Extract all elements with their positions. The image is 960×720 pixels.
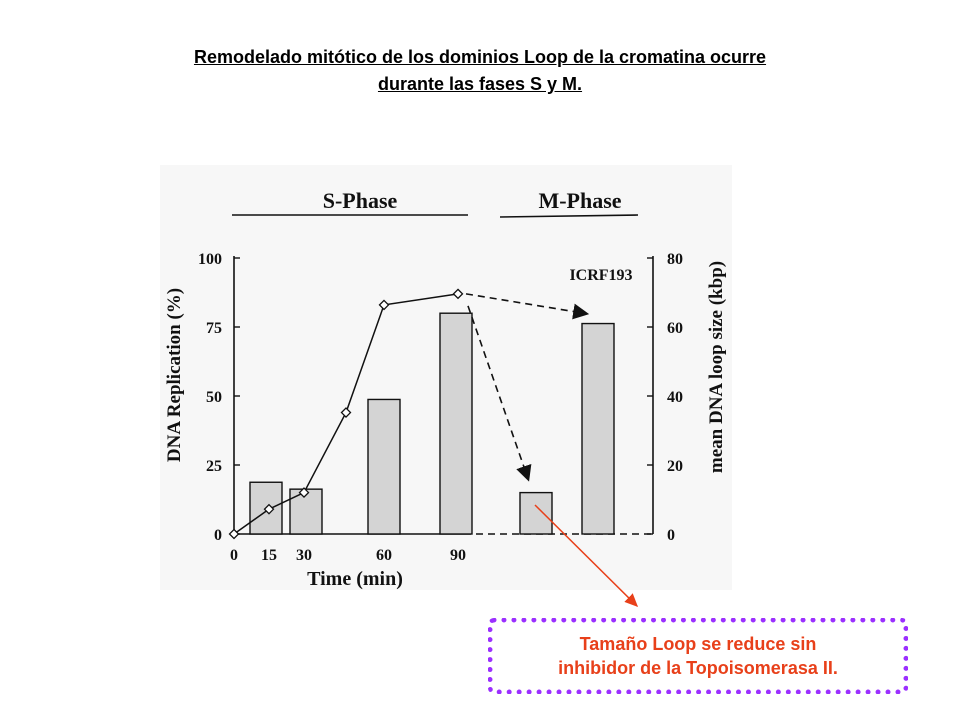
y-tick-label-left: 50 bbox=[206, 389, 222, 406]
replication-point bbox=[380, 300, 389, 309]
x-tick-label: 60 bbox=[376, 547, 392, 564]
y-tick-label-left: 0 bbox=[214, 527, 222, 544]
replication-point bbox=[342, 408, 351, 417]
bar-90 bbox=[440, 313, 472, 534]
x-tick-label: 90 bbox=[450, 547, 466, 564]
bar-60 bbox=[368, 399, 400, 534]
callout-box bbox=[488, 618, 908, 694]
y-tick-label-right: 0 bbox=[667, 527, 675, 544]
y-tick-label-left: 100 bbox=[198, 251, 222, 268]
y-tick-label-left: 25 bbox=[206, 458, 222, 475]
y-axis-label-right: mean DNA loop size (kbp) bbox=[706, 260, 727, 474]
callout-line-2: inhibidor de la Topoisomerasa II. bbox=[558, 658, 838, 678]
m-phase-rule bbox=[500, 215, 638, 217]
bar-m-icrf193 bbox=[582, 324, 614, 534]
arrow-to-icrf193-bar bbox=[466, 294, 586, 314]
y-axis-label-left: DNA Replication (%) bbox=[164, 287, 185, 463]
x-tick-label: 0 bbox=[230, 547, 238, 564]
bar-m bbox=[520, 493, 552, 534]
x-tick-label: 15 bbox=[261, 547, 277, 564]
y-tick-label-right: 80 bbox=[667, 251, 683, 268]
slide-title bbox=[80, 44, 880, 98]
replication-point bbox=[454, 289, 463, 298]
y-tick-label-right: 20 bbox=[667, 458, 683, 475]
icrf193-annotation: ICRF193 bbox=[569, 267, 633, 284]
x-axis-label: Time (min) bbox=[307, 568, 403, 590]
s-phase-label: S-Phase bbox=[322, 188, 398, 213]
x-tick-label: 30 bbox=[296, 547, 312, 564]
y-tick-label-right: 60 bbox=[667, 320, 683, 337]
y-tick-label-left: 75 bbox=[206, 320, 222, 337]
m-phase-label: M-Phase bbox=[538, 188, 622, 213]
slide-title-line-2: durante las fases S y M. bbox=[377, 74, 583, 94]
callout-line-1: Tamaño Loop se reduce sin bbox=[579, 634, 817, 654]
y-tick-label-right: 40 bbox=[667, 389, 683, 406]
arrow-to-m-bar bbox=[468, 306, 528, 479]
slide-title-line-1: Remodelado mitótico de los dominios Loop de la cromatina ocurre bbox=[193, 47, 767, 67]
loop-size-chart bbox=[160, 165, 732, 590]
